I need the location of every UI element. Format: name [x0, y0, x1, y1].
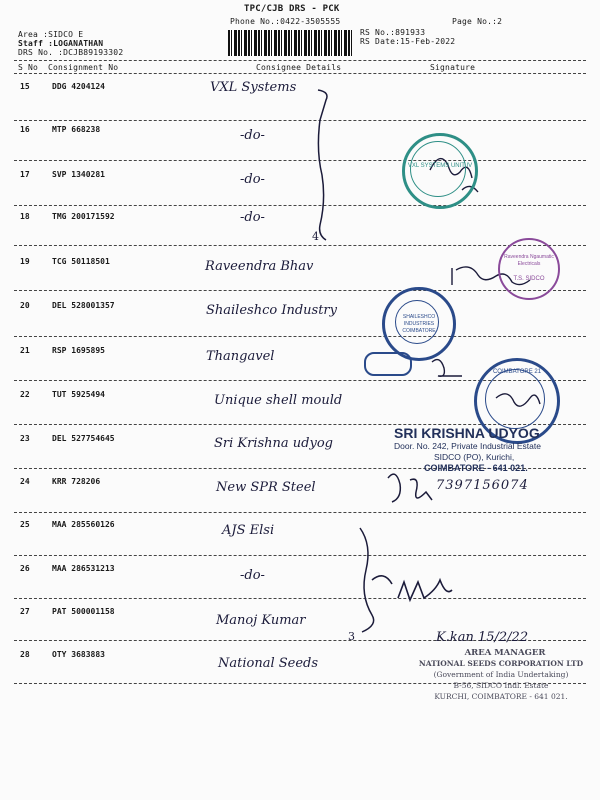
row-consignee: Sri Krishna udyog [214, 436, 333, 451]
row-sno: 25 [20, 520, 30, 529]
page-number: Page No.:2 [452, 17, 503, 26]
area-label: Area :SIDCO E [18, 30, 84, 39]
col-consignee: Consignee Details [256, 63, 342, 72]
row-sno: 22 [20, 390, 30, 399]
row-sno: 24 [20, 477, 30, 486]
stamp-small-oval [364, 352, 412, 376]
stamp-raveendra-text: Raveendra Ngaumatic Electricals [504, 254, 554, 267]
nsc-name: NATIONAL SEEDS CORPORATION LTD [418, 659, 584, 668]
signature-new-spr [388, 474, 432, 502]
row-consignee: -do- [240, 128, 265, 143]
col-signature: Signature [430, 63, 476, 72]
col-sno: S No [18, 63, 39, 72]
stamp-shaileshco [382, 287, 456, 361]
row-consignment: DDG 4204124 [52, 82, 105, 91]
row-consignment: OTY 3683883 [52, 650, 105, 659]
stamp-shaileshco-text: SHAILESHCO INDUSTRIES COIMBATORE [402, 314, 436, 334]
row-sno: 21 [20, 346, 30, 355]
stamp-unique-text: COIMBATORE 21 [492, 369, 542, 375]
krishna-address-3: COIMBATORE - 641 021. [424, 463, 528, 473]
row-consignment: TCG 50118501 [52, 257, 110, 266]
row-sno: 19 [20, 257, 30, 266]
row-sno: 26 [20, 564, 30, 573]
krishna-name: SRI KRISHNA UDYOG [394, 425, 540, 441]
staff-label: Staff :LOGANATHAN [18, 39, 104, 48]
row-consignment: MAA 285560126 [52, 520, 115, 529]
row-consignment: MTP 668238 [52, 125, 101, 134]
row-consignee: Shaileshco Industry [206, 303, 337, 318]
row-consignment: DEL 528001357 [52, 301, 115, 310]
row-consignment: MAA 286531213 [52, 564, 115, 573]
row-sno: 20 [20, 301, 30, 310]
row-sno: 16 [20, 125, 30, 134]
row-sno: 15 [20, 82, 30, 91]
krishna-address-2: SIDCO (PO), Kurichi, [434, 452, 515, 462]
nsc-address-2: KURCHI, COIMBATORE - 641 021. [434, 692, 568, 701]
drs-number: DRS No. :DCJB89193302 [18, 48, 124, 57]
signature-thangavel [432, 360, 462, 377]
row-sno: 17 [20, 170, 30, 179]
row-consignment: TMG 200171592 [52, 212, 115, 221]
row-sno: 18 [20, 212, 30, 221]
bracket-count-1: 4 [312, 230, 319, 243]
bracket-count-2: 3 [348, 630, 355, 643]
stamp-vxl-text: VXL SYSTEMS UNIT IV [407, 163, 473, 169]
row-consignee: AJS Elsi [222, 523, 275, 538]
col-consignment: Consignment No [48, 63, 119, 72]
row-consignment: KRR 728206 [52, 477, 101, 486]
row-consignee: -do- [240, 172, 265, 187]
row-consignee: Thangavel [206, 349, 275, 364]
row-sno: 23 [20, 434, 30, 443]
row-consignee: VXL Systems [210, 80, 297, 95]
doc-title: TPC/CJB DRS - PCK [244, 4, 340, 14]
row-consignee: Raveendra Bhav [205, 259, 314, 274]
row-consignee: -do- [240, 568, 265, 583]
row-consignee: Unique shell mould [214, 393, 343, 408]
nsc-gov: (Government of India Undertaking) [433, 670, 569, 679]
stamp-vxl [402, 133, 478, 209]
nsc-title: AREA MANAGER [464, 648, 546, 658]
bracket-rows-15-18 [318, 90, 327, 240]
row-consignment: SVP 1340281 [52, 170, 105, 179]
row-consignee: -do- [240, 210, 265, 225]
row-consignee: New SPR Steel [216, 480, 316, 495]
nsc-address-1: B-56, SIDCO Indl. Estate [453, 681, 549, 690]
rs-number: RS No.:891933 [360, 28, 426, 37]
row-sno: 27 [20, 607, 30, 616]
row-consignment: TUT 5925494 [52, 390, 105, 399]
signature-manoj [372, 576, 452, 600]
krishna-address-1: Door. No. 242, Private Industrial Estate [394, 441, 541, 451]
stamp-raveendra-inner: T.S. SIDCO [513, 276, 545, 282]
row-consignment: DEL 527754645 [52, 434, 115, 443]
stamp-raveendra [498, 238, 560, 300]
nsc-signature: K.kan 15/2/22 [436, 630, 529, 645]
row-consignee: Manoj Kumar [216, 613, 306, 628]
bracket-rows-25-27 [360, 528, 374, 632]
row-consignment: PAT 500001158 [52, 607, 115, 616]
row-consignee: National Seeds [218, 656, 319, 671]
rs-date: RS Date:15-Feb-2022 [360, 37, 456, 46]
phone-number: Phone No.:0422-3505555 [230, 17, 341, 26]
row-sno: 28 [20, 650, 30, 659]
handwritten-phone: 7397156074 [436, 478, 529, 493]
row-consignment: RSP 1695895 [52, 346, 105, 355]
